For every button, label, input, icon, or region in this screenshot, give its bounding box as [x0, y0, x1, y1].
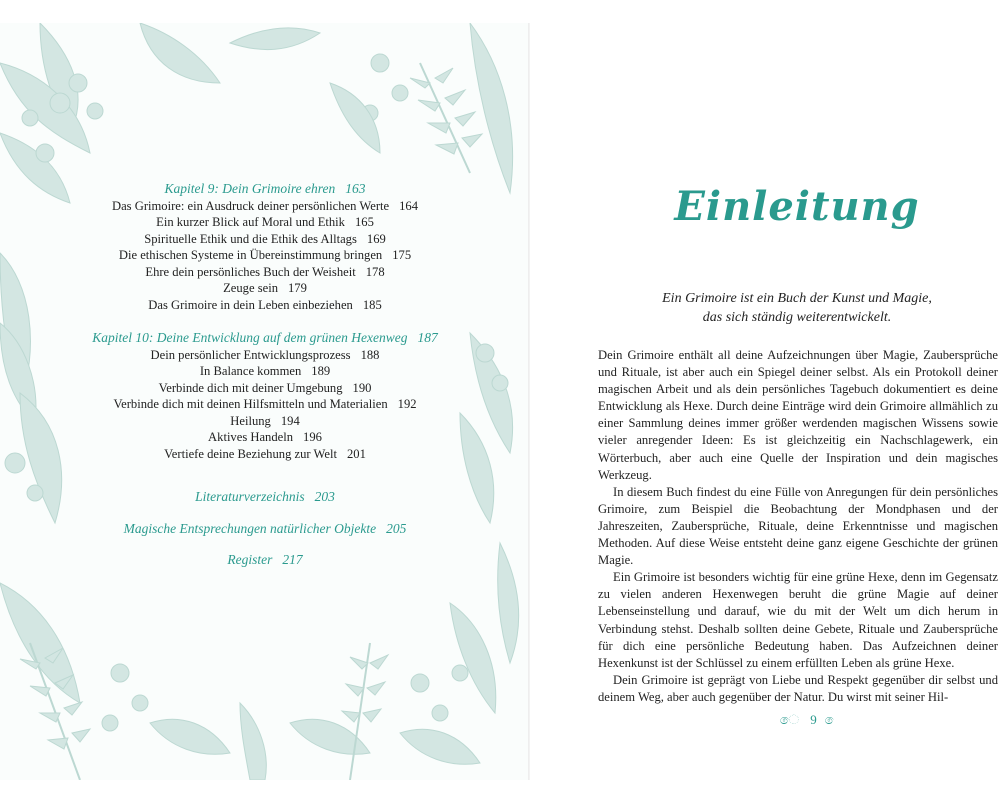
toc-entry[interactable]: Dein persönlicher Entwicklungsprozess 188: [150, 347, 380, 362]
chapter-subtitle: [562, 289, 1000, 327]
toc-entry[interactable]: Zeuge sein 179: [223, 281, 307, 295]
toc-spacer: [0, 506, 530, 521]
paragraph: Dein Grimoire ist geprägt von Liebe und Respekt gegenüber dir selbst und deinem Weg, aber auch gegenüber der Natur. Du wirst mit seiner Hil-: [598, 672, 998, 704]
paragraph: In diesem Buch findest du eine Fülle von Anregungen für dein persönliches Grimoire, zum Beispiel die Beobachtung der Mondphasen und der Jahreszeiten, Zaubersprüche, Rituale, deine Erkenntnisse und magischen Methoden. Auf diese Weise entsteht deine ganz eigene Geschichte der grünen Magie.: [598, 484, 998, 568]
subtitle-line-2: das sich ständig weiterentwickelt.: [702, 310, 892, 325]
paragraph: Ein Grimoire ist besonders wichtig für eine grüne Hexe, denn im Gegensatz zu vielen anderen Hexenwegen beruht die grüne Magie auf deiner Lebenseinstellung und darauf, wie du mit der Welt um dich herum in Verbindung stehst. Deshalb sollten deine Gebete, Rituale und Zaubersprüche für dich eine persönliche Bedeutung haben. Das Aufzeichnen deiner Hexenkunst ist der Schlüssel zu einem erfüllten Leben als grüne Hexe.: [598, 570, 998, 670]
toc-section[interactable]: Register 217: [227, 552, 303, 567]
toc-entry[interactable]: Das Grimoire: ein Ausdruck deiner persönlichen Werte 164: [111, 198, 419, 213]
toc-entry[interactable]: Heilung 194: [230, 413, 300, 428]
toc-section[interactable]: Magische Entsprechungen natürlicher Objekte 205: [123, 520, 407, 536]
subtitle-line-1: Ein Grimoire ist ein Buch der Kunst und Magie,: [662, 291, 932, 306]
toc-entry[interactable]: Verbinde dich mit deinen Hilfsmitteln und Materialien 192: [113, 397, 417, 411]
toc-entry[interactable]: Vertiefe deine Beziehung zur Welt 201: [164, 446, 366, 461]
toc-chapter[interactable]: Kapitel 9: Dein Grimoire ehren 163: [164, 181, 366, 196]
toc-spacer: [0, 537, 530, 552]
toc-entry[interactable]: In Balance kommen 189: [199, 364, 331, 378]
chapter-title: Einleitung: [674, 183, 920, 230]
toc-entry[interactable]: Die ethischen Systeme in Übereinstimmung bringen 175: [118, 248, 412, 262]
page-footer: [760, 712, 860, 728]
toc-section[interactable]: Literaturverzeichnis 203: [195, 489, 335, 504]
toc-entry[interactable]: Verbinde dich mit deiner Umgebung 190: [158, 380, 372, 395]
left-page: [0, 23, 530, 780]
footer-ornament-left-icon: ෙ: [779, 712, 800, 727]
body-text: [598, 347, 998, 706]
toc-entry[interactable]: Das Grimoire in dein Leben einbeziehen 185: [148, 297, 382, 312]
toc-chapter[interactable]: Kapitel 10: Deine Entwicklung auf dem grünen Hexenweg 187: [92, 330, 438, 345]
toc-entry[interactable]: Ehre dein persönliches Buch der Weisheit 178: [145, 264, 385, 279]
paragraph: Dein Grimoire enthält all deine Aufzeichnungen über Magie, Zaubersprüche und Rituale, ist aber auch ein Spiegel deiner selbst. Als ein Protokoll deiner magischen Arbeit und als dein persönliches Tagebuch dokumentiert es deine Entwicklung als Hexe. Durch deine Einträge wird dein Grimoire allmählich zu einer Sammlung deines immer größer werdenden magischen Wissens sowie vieler anregender Ideen: Es ist gleichzeitig ein Nachschlagewerk, ein Wörterbuch, aber auch eine Quelle der Inspiration und dein magisches Werkzeug.: [598, 348, 998, 482]
toc-spacer: [0, 462, 530, 489]
toc-entry[interactable]: Aktives Handeln 196: [208, 430, 322, 444]
right-page: [530, 0, 1000, 800]
page-number: 9: [810, 712, 817, 727]
table-of-contents: [0, 181, 530, 569]
toc-spacer: [0, 313, 530, 330]
toc-entry[interactable]: Spirituelle Ethik und die Ethik des Alltags 169: [144, 231, 386, 246]
toc-entry[interactable]: Ein kurzer Blick auf Moral und Ethik 165: [156, 215, 374, 229]
